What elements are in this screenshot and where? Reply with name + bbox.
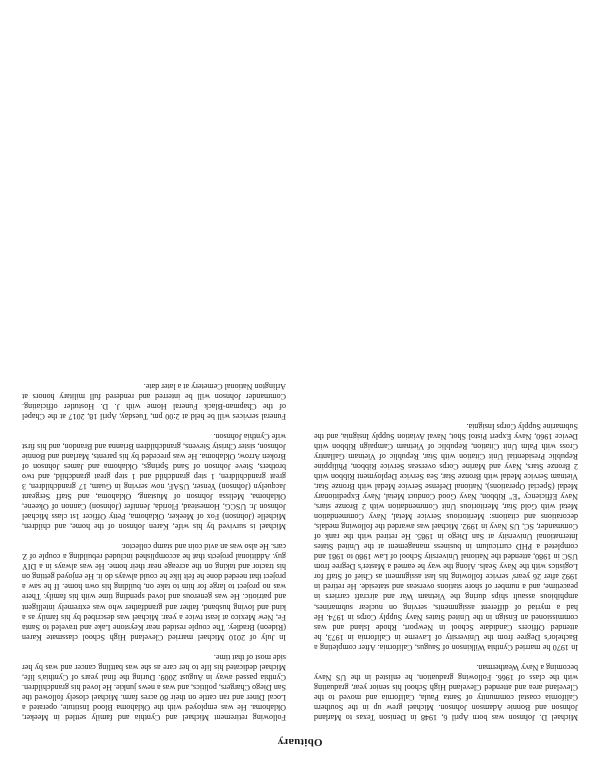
paragraph-navy-career: In 1970 he married Cynthia Wilkinson of Saugus, California. After completing a Bachelor's Degree from the University of Laverne in California in 1973, he attended Officers Candidate School in Newport, Rhode Island and was commissioned an Ensign in the United States Navy Supply Corps in 1974. He had a myriad of different assignments, serving on nuclear submarines, amphibious assault ships during the Vietnam War and aircraft carriers in peacetime, and a number of shore stations overseas and stateside. He retired in 1992 after 26 years' service following his last assignment as Chief of Staff for Logistics with the Navy Seals. Along the way he earned a Master's Degree from USC in 1980, attended the National University School of Law 1980 to 1981 and completed a PHD curriculum in business management at the United States International University at San Diego in 1985. He retired with the rank of Commander, SC, US Navy in 1992. Michael was awarded the following medals, decorations and citations: Meritorious Service Metal, Navy Commendation Metal with Gold Star, Meritorious Unit Commendation with 2 Bronze stars, Navy Efficiency "E" Ribbon, Navy Good Conduct Metal, Navy Expeditionary Medal (Special Operations), National Defense Service Medal with Bronze Star, Vietnam Service Medal with Bronze Star, Sea Service Deployment Ribbon with 2 Bronze Stars, Navy and Marine Corps overseas Service Ribbon, Philippine Republic Presidential Unit Citation with Star, Republic of Vietnam Gallantry Cross with Palm Unit Citation, Republic of Vietnam Campaign Ribbon with Device 1960, Navy Expert Pistol Shot, Naval Aviation Supply Insignia, and the Submarine Supply Corps Insignia. (314, 421, 578, 652)
right-column (22, 371, 286, 722)
paragraph-early-life: Michael D. Johnson was born April 6, 1948 in Denison Texas to Marland Johnson and Bonnie Adamson Johnson. Michael grew up in the Southern California coastal community of Santa Paula, California and moved to the Cleveland area and attended Cleveland High School his senior year, graduating with the class of 1966. Following graduation, he enlisted in the US Navy becoming a Navy Weatherman. (314, 662, 578, 722)
page-title: Obituary (277, 736, 323, 748)
paragraph-retirement: Following retirement Michael and Cynthia and family settled in Meeker, Oklahoma. He was employed with the Oklahoma Blood Institute, operated a Local Diner and ran cattle on their 80 acres farm. Michael closely followed the San Diego Chargers, politics, and was a news junkie. He loved his grandchildren. Cynthia passed away in August 2009. During the final years of Cynthia's life, Michael dedicated his life to her care as she was battling cancer and was by her side most of that time. (22, 652, 286, 722)
paragraph-survivors: Michael is survived by his wife, Karen Johnson of the home, and children, Michelle (Johnson) Fox of Meeker, Oklahoma, Petty Officer 1st class Michael Johnson Jr. USCG, Homestead, Florida, Jennifer (Johnson) Cannon of Okeene, Oklahoma, Melissa Johnson of Mustang, Oklahoma, and Staff Sergeant Jacquelyn (Johnson) Yenser, USAF, now serving in Guam, 17 grandchildren, 3 great grandchildren, 1 step grandchild and 1 step great grandchild, and two brothers, Steve Johnson of Sand Springs, Oklahoma and James Johnson of Broken Arrow, Oklahoma. He was preceded by his parents, Marland and Bonnie Johnson, sister Christy Stevens, grandchildren Brianna and Brandon, and his first wife Cynthia Johnson. (22, 431, 286, 532)
obituary-sheet (22, 28, 578, 748)
paragraph-second-marriage: In July of 2010 Michael married Cleveland High School classmate Karen (Rideon) Bradley. The couple resided near Keystone Lake and traveled to Santa Fe, New Mexico at least twice a year. Michael was described by his family as a kind and loving husband, father and grandfather who was extremely intelligent and patriotic. He was generous and loved spending time with his family. There was no project to large for him to take on, building his own home. If he saw a project that needed done he felt like he could always do it. He enjoyed getting on his tractor and taking on the acreage near their home. He was always in a DIY guy. Additional projects that he accomplished included rebuilding a couple of Z cars. He also was an avid coin and stamp collector. (22, 542, 286, 642)
paragraph-funeral-services: Funeral services will be held at 2:00 pm, Tuesday, April 18, 2017 at the Chapel of the Chapman-Black Funeral Home with J. D. Hostutler officiating. Commander Johnson will be interred and rendered full military honors at Arlington National Cemetery at a later date. (22, 381, 286, 421)
left-column (314, 411, 578, 722)
